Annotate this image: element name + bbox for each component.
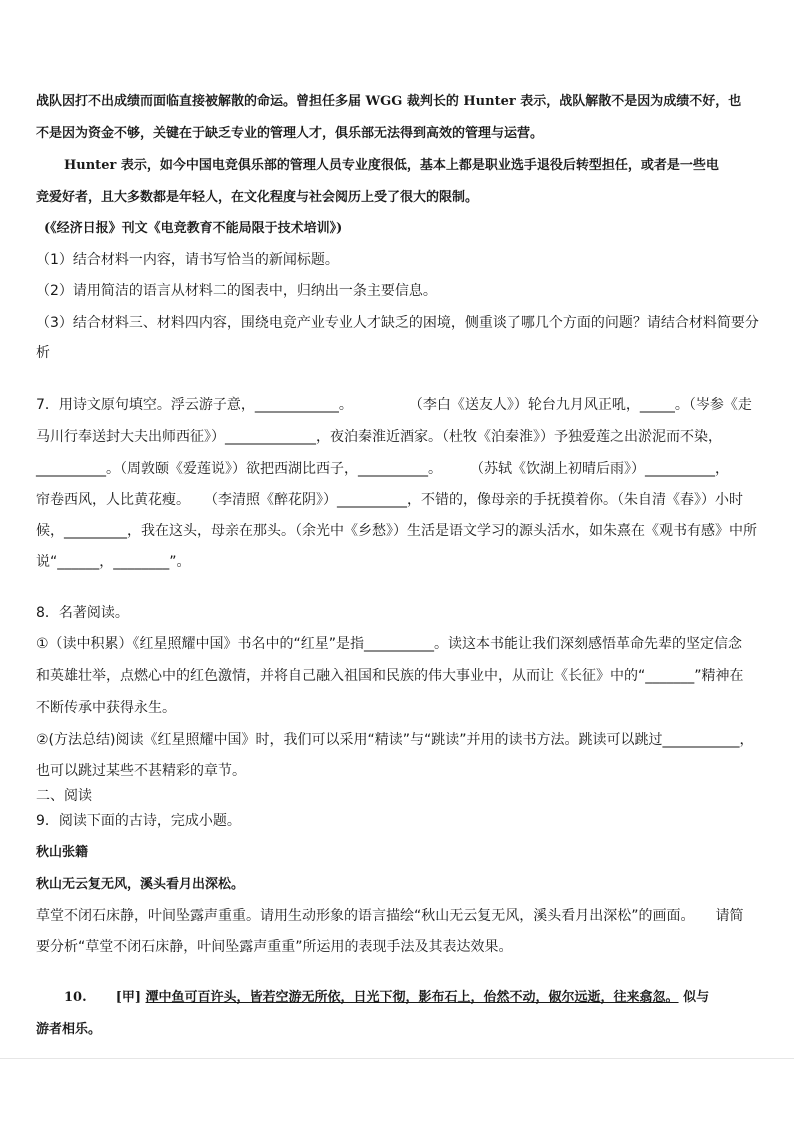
page-divider (0, 1058, 794, 1059)
q6-sub3-cont: 析 (36, 345, 50, 361)
q10-underlined-text: 潭中鱼可百许头，皆若空游无所依，日光下彻，影布石上，佁然不动，俶尔远逝，往来翕忽。 (145, 990, 679, 1005)
q7-line: 候，_________，我在这头，母亲在那头。（余光中《乡愁》）生活是语文学习的源头活水，如朱熹在《观书有感》中所 (36, 523, 757, 539)
q8-p1-line: 和英雄壮举，点燃心中的红色激情，并将自己融入祖国和民族的伟大事业中，从而让《长征》中的“_______”精神在 (36, 668, 744, 684)
q10-line (64, 988, 758, 1008)
passage-line: 竞爱好者，且大多数都是年轻人，在文化程度与社会阅历上受了很大的限制。 (36, 190, 479, 205)
q9-text-line: 要分析“草堂不闭石床静，叶间坠露声重重”所运用的表现手法及其表达效果。 (36, 939, 513, 955)
q8-p1-line: ①（读中积累）《红星照耀中国》书名中的“红星”是指__________。读这本书能让我们深刻感悟革命先辈的坚定信念 (36, 636, 743, 652)
q8-title: 8．名著阅读。 (36, 605, 129, 621)
passage-line: Hunter 表示，如今中国电竞俱乐部的管理人员专业度很低，基本上都是职业选手退役后转型担任，或者是一些电 (64, 158, 719, 173)
q6-sub3: （3）结合材料三、材料四内容，围绕电竞产业专业人才缺乏的困境，侧重谈了哪几个方面的问题？请结合材料简要分 (36, 315, 759, 331)
q7-line: 说“______，________”。 (36, 554, 191, 570)
poem-line: 秋山无云复无风，溪头看月出深松。 (36, 877, 245, 892)
q6-sub1: （1）结合材料一内容，请书写恰当的新闻标题。 (36, 252, 339, 268)
q8-p2-line: 也可以跳过某些不甚精彩的章节。 (36, 763, 246, 779)
passage-line: 战队因打不出成绩而面临直接被解散的命运。曾担任多届 WGG 裁判长的 Hunter 表示，战队解散不是因为成绩不好，也 (36, 94, 742, 109)
q9-text-line: 草堂不闭石床静，叶间坠露声重重。请用生动形象的语言描绘“秋山无云复无风，溪头看月出深松”的画面。 请简 (36, 908, 744, 924)
passage-line: 不是因为资金不够，关键在于缺乏专业的管理人才，俱乐部无法得到高效的管理与运营。 (36, 126, 544, 141)
q9-title: 9．阅读下面的古诗，完成小题。 (36, 813, 241, 829)
q8-p2-line: ②(方法总结)阅读《红星照耀中国》时，我们可以采用“精读”与“跳读”并用的读书方法。跳读可以跳过___________， (36, 732, 754, 748)
q6-sub2: （2）请用简洁的语言从材料二的图表中，归纳出一条主要信息。 (36, 283, 437, 299)
poem-title: 秋山张籍 (36, 845, 89, 860)
q8-p1-line: 不断传承中获得永生。 (36, 700, 176, 716)
q10-number: 10. (64, 990, 87, 1005)
q10-rest: 似与 (683, 990, 710, 1005)
section-title: 二、阅读 (36, 788, 92, 804)
q10-line2: 游者相乐。 (36, 1022, 102, 1037)
passage-source: (《经济日报》刊文《电竞教育不能局限于技术培训》) (44, 221, 343, 236)
q7-line: __________。（周敦颐《爱莲说》）欲把西湖比西子，__________。 （苏轼《饮湖上初晴后雨》）__________， (36, 461, 729, 477)
q10-label: [甲] (115, 990, 141, 1005)
q7-line: 7．用诗文原句填空。浮云游子意，____________。 （李白《送友人》）轮台九月风正吼，_____。（岑参《走 (36, 397, 752, 413)
q7-line: 帘卷西风，人比黄花瘦。 （李清照《醉花阴》）__________，不错的，像母亲的手抚摸着你。（朱自清《春》）小时 (36, 492, 743, 508)
q7-line: 马川行奉送封大夫出师西征》）_____________，夜泊秦淮近酒家。（杜牧《泊秦淮》）予独爱莲之出淤泥而不染， (36, 429, 722, 445)
